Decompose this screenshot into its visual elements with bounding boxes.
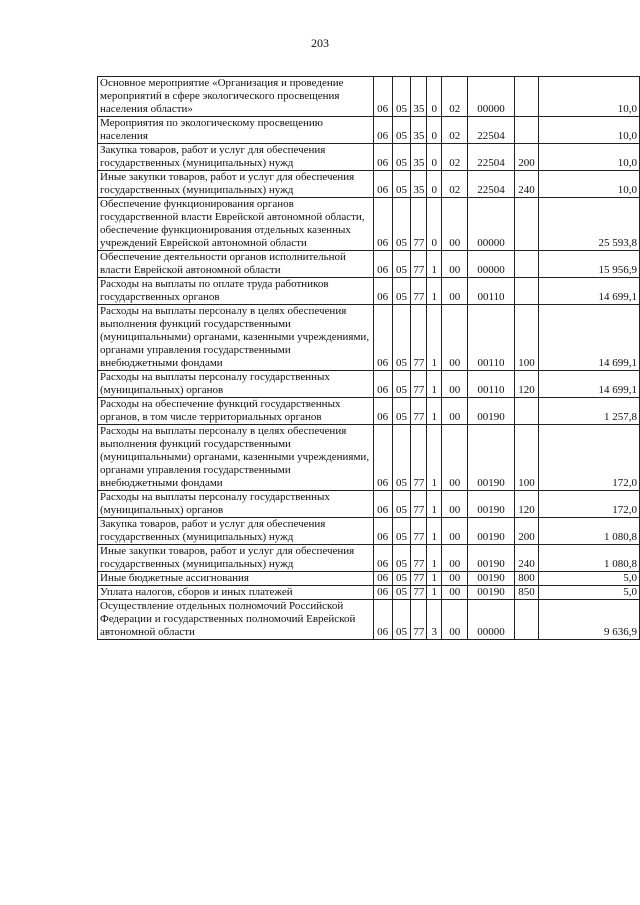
subsection-code-cell: 05 — [392, 545, 411, 572]
row-name-cell: Расходы на выплаты персоналу государственных (муниципальных) органов — [98, 371, 374, 398]
row-name-cell: Уплата налогов, сборов и иных платежей — [98, 586, 374, 600]
table-row — [98, 586, 640, 600]
direction-code-cell: 22504 — [468, 171, 514, 198]
row-name-cell: Расходы на обеспечение функций государственных органов, в том числе территориальных органов — [98, 398, 374, 425]
table-row — [98, 251, 640, 278]
section-code-cell: 06 — [373, 278, 392, 305]
subprogram-code-cell: 0 — [427, 171, 442, 198]
table-row — [98, 171, 640, 198]
table-row — [98, 117, 640, 144]
amount-cell: 25 593,8 — [539, 198, 640, 251]
direction-code-cell: 00110 — [468, 371, 514, 398]
table-row — [98, 425, 640, 491]
expense-type-cell — [514, 117, 539, 144]
table-row — [98, 278, 640, 305]
program-code-cell: 35 — [411, 171, 427, 198]
section-code-cell: 06 — [373, 398, 392, 425]
row-name-cell: Иные бюджетные ассигнования — [98, 572, 374, 586]
program-code-cell: 77 — [411, 305, 427, 371]
event-code-cell: 00 — [442, 586, 468, 600]
row-name-cell: Иные закупки товаров, работ и услуг для обеспечения государственных (муниципальных) нужд — [98, 545, 374, 572]
row-name-cell: Расходы на выплаты по оплате труда работников государственных органов — [98, 278, 374, 305]
amount-cell: 15 956,9 — [539, 251, 640, 278]
event-code-cell: 02 — [442, 171, 468, 198]
subprogram-code-cell: 1 — [427, 425, 442, 491]
amount-cell: 14 699,1 — [539, 371, 640, 398]
program-code-cell: 77 — [411, 518, 427, 545]
subsection-code-cell: 05 — [392, 251, 411, 278]
event-code-cell: 00 — [442, 518, 468, 545]
subprogram-code-cell: 1 — [427, 305, 442, 371]
subprogram-code-cell: 1 — [427, 278, 442, 305]
expense-type-cell: 120 — [514, 371, 539, 398]
event-code-cell: 00 — [442, 600, 468, 640]
section-code-cell: 06 — [373, 572, 392, 586]
expense-type-cell: 100 — [514, 305, 539, 371]
amount-cell: 172,0 — [539, 491, 640, 518]
program-code-cell: 77 — [411, 198, 427, 251]
direction-code-cell: 00110 — [468, 305, 514, 371]
expense-type-cell — [514, 600, 539, 640]
program-code-cell: 77 — [411, 425, 427, 491]
section-code-cell: 06 — [373, 371, 392, 398]
subprogram-code-cell: 0 — [427, 144, 442, 171]
amount-cell: 1 257,8 — [539, 398, 640, 425]
table-row — [98, 371, 640, 398]
subprogram-code-cell: 3 — [427, 600, 442, 640]
budget-table-body — [98, 77, 640, 640]
table-row — [98, 77, 640, 117]
amount-cell: 172,0 — [539, 425, 640, 491]
expense-type-cell: 850 — [514, 586, 539, 600]
page-number: 203 — [311, 36, 329, 50]
row-name-cell: Обеспечение деятельности органов исполнительной власти Еврейской автономной области — [98, 251, 374, 278]
section-code-cell: 06 — [373, 600, 392, 640]
program-code-cell: 35 — [411, 77, 427, 117]
section-code-cell: 06 — [373, 144, 392, 171]
event-code-cell: 00 — [442, 251, 468, 278]
amount-cell: 14 699,1 — [539, 278, 640, 305]
subprogram-code-cell: 1 — [427, 251, 442, 278]
expense-type-cell: 200 — [514, 144, 539, 171]
subsection-code-cell: 05 — [392, 398, 411, 425]
subsection-code-cell: 05 — [392, 171, 411, 198]
subsection-code-cell: 05 — [392, 198, 411, 251]
event-code-cell: 00 — [442, 572, 468, 586]
table-row — [98, 600, 640, 640]
table-row — [98, 398, 640, 425]
row-name-cell: Расходы на выплаты персоналу в целях обеспечения выполнения функций государственными (муниципальными) органами, казенными учреждениями, органами управления государственными внебюджетными фондами — [98, 425, 374, 491]
section-code-cell: 06 — [373, 425, 392, 491]
subsection-code-cell: 05 — [392, 600, 411, 640]
program-code-cell: 77 — [411, 545, 427, 572]
direction-code-cell: 00190 — [468, 545, 514, 572]
table-row — [98, 305, 640, 371]
event-code-cell: 02 — [442, 144, 468, 171]
direction-code-cell: 00000 — [468, 198, 514, 251]
event-code-cell: 02 — [442, 77, 468, 117]
subprogram-code-cell: 1 — [427, 491, 442, 518]
program-code-cell: 77 — [411, 586, 427, 600]
subsection-code-cell: 05 — [392, 572, 411, 586]
subsection-code-cell: 05 — [392, 491, 411, 518]
program-code-cell: 77 — [411, 371, 427, 398]
expense-type-cell — [514, 398, 539, 425]
section-code-cell: 06 — [373, 586, 392, 600]
expense-type-cell: 240 — [514, 545, 539, 572]
subsection-code-cell: 05 — [392, 117, 411, 144]
direction-code-cell: 00190 — [468, 518, 514, 545]
row-name-cell: Мероприятия по экологическому просвещению населения — [98, 117, 374, 144]
row-name-cell: Закупка товаров, работ и услуг для обеспечения государственных (муниципальных) нужд — [98, 144, 374, 171]
section-code-cell: 06 — [373, 305, 392, 371]
row-name-cell: Основное мероприятие «Организация и проведение мероприятий в сфере экологического просвещения населения области» — [98, 77, 374, 117]
row-name-cell: Закупка товаров, работ и услуг для обеспечения государственных (муниципальных) нужд — [98, 518, 374, 545]
table-row — [98, 144, 640, 171]
program-code-cell: 77 — [411, 251, 427, 278]
direction-code-cell: 22504 — [468, 117, 514, 144]
table-row — [98, 572, 640, 586]
amount-cell: 10,0 — [539, 171, 640, 198]
section-code-cell: 06 — [373, 518, 392, 545]
expense-type-cell: 240 — [514, 171, 539, 198]
program-code-cell: 35 — [411, 117, 427, 144]
event-code-cell: 00 — [442, 398, 468, 425]
row-name-cell: Иные закупки товаров, работ и услуг для обеспечения государственных (муниципальных) нужд — [98, 171, 374, 198]
row-name-cell: Расходы на выплаты персоналу в целях обеспечения выполнения функций государственными (муниципальными) органами, казенными учреждениями, органами управления государственными внебюджетными фондами — [98, 305, 374, 371]
direction-code-cell: 00000 — [468, 77, 514, 117]
section-code-cell: 06 — [373, 171, 392, 198]
direction-code-cell: 22504 — [468, 144, 514, 171]
table-row — [98, 518, 640, 545]
subsection-code-cell: 05 — [392, 518, 411, 545]
subsection-code-cell: 05 — [392, 305, 411, 371]
direction-code-cell: 00000 — [468, 600, 514, 640]
direction-code-cell: 00000 — [468, 251, 514, 278]
amount-cell: 10,0 — [539, 77, 640, 117]
event-code-cell: 02 — [442, 117, 468, 144]
amount-cell: 1 080,8 — [539, 518, 640, 545]
section-code-cell: 06 — [373, 491, 392, 518]
amount-cell: 5,0 — [539, 586, 640, 600]
subprogram-code-cell: 1 — [427, 371, 442, 398]
subprogram-code-cell: 1 — [427, 572, 442, 586]
amount-cell: 1 080,8 — [539, 545, 640, 572]
row-name-cell: Расходы на выплаты персоналу государственных (муниципальных) органов — [98, 491, 374, 518]
event-code-cell: 00 — [442, 425, 468, 491]
program-code-cell: 77 — [411, 491, 427, 518]
subprogram-code-cell: 0 — [427, 117, 442, 144]
amount-cell: 5,0 — [539, 572, 640, 586]
subprogram-code-cell: 1 — [427, 398, 442, 425]
direction-code-cell: 00190 — [468, 398, 514, 425]
table-row — [98, 491, 640, 518]
event-code-cell: 00 — [442, 371, 468, 398]
amount-cell: 10,0 — [539, 144, 640, 171]
amount-cell: 9 636,9 — [539, 600, 640, 640]
amount-cell: 14 699,1 — [539, 305, 640, 371]
event-code-cell: 00 — [442, 491, 468, 518]
event-code-cell: 00 — [442, 305, 468, 371]
program-code-cell: 35 — [411, 144, 427, 171]
expense-type-cell — [514, 251, 539, 278]
direction-code-cell: 00190 — [468, 572, 514, 586]
subprogram-code-cell: 1 — [427, 545, 442, 572]
direction-code-cell: 00190 — [468, 586, 514, 600]
expense-type-cell: 800 — [514, 572, 539, 586]
expense-type-cell — [514, 198, 539, 251]
subprogram-code-cell: 0 — [427, 198, 442, 251]
direction-code-cell: 00190 — [468, 491, 514, 518]
section-code-cell: 06 — [373, 77, 392, 117]
expense-type-cell — [514, 278, 539, 305]
expense-type-cell: 100 — [514, 425, 539, 491]
expense-type-cell: 200 — [514, 518, 539, 545]
event-code-cell: 00 — [442, 198, 468, 251]
amount-cell: 10,0 — [539, 117, 640, 144]
program-code-cell: 77 — [411, 278, 427, 305]
section-code-cell: 06 — [373, 117, 392, 144]
subprogram-code-cell: 0 — [427, 77, 442, 117]
budget-table — [97, 76, 640, 640]
subsection-code-cell: 05 — [392, 144, 411, 171]
subprogram-code-cell: 1 — [427, 518, 442, 545]
subsection-code-cell: 05 — [392, 77, 411, 117]
direction-code-cell: 00190 — [468, 425, 514, 491]
subprogram-code-cell: 1 — [427, 586, 442, 600]
subsection-code-cell: 05 — [392, 586, 411, 600]
program-code-cell: 77 — [411, 600, 427, 640]
subsection-code-cell: 05 — [392, 371, 411, 398]
row-name-cell: Обеспечение функционирования органов государственной власти Еврейской автономной области, обеспечение функционирования отдельных казенных учреждений Еврейской автономной области — [98, 198, 374, 251]
program-code-cell: 77 — [411, 398, 427, 425]
event-code-cell: 00 — [442, 545, 468, 572]
section-code-cell: 06 — [373, 198, 392, 251]
subsection-code-cell: 05 — [392, 425, 411, 491]
section-code-cell: 06 — [373, 251, 392, 278]
direction-code-cell: 00110 — [468, 278, 514, 305]
event-code-cell: 00 — [442, 278, 468, 305]
subsection-code-cell: 05 — [392, 278, 411, 305]
section-code-cell: 06 — [373, 545, 392, 572]
table-row — [98, 545, 640, 572]
expense-type-cell: 120 — [514, 491, 539, 518]
program-code-cell: 77 — [411, 572, 427, 586]
row-name-cell: Осуществление отдельных полномочий Российской Федерации и государственных полномочий Еврейской автономной области — [98, 600, 374, 640]
expense-type-cell — [514, 77, 539, 117]
table-row — [98, 198, 640, 251]
